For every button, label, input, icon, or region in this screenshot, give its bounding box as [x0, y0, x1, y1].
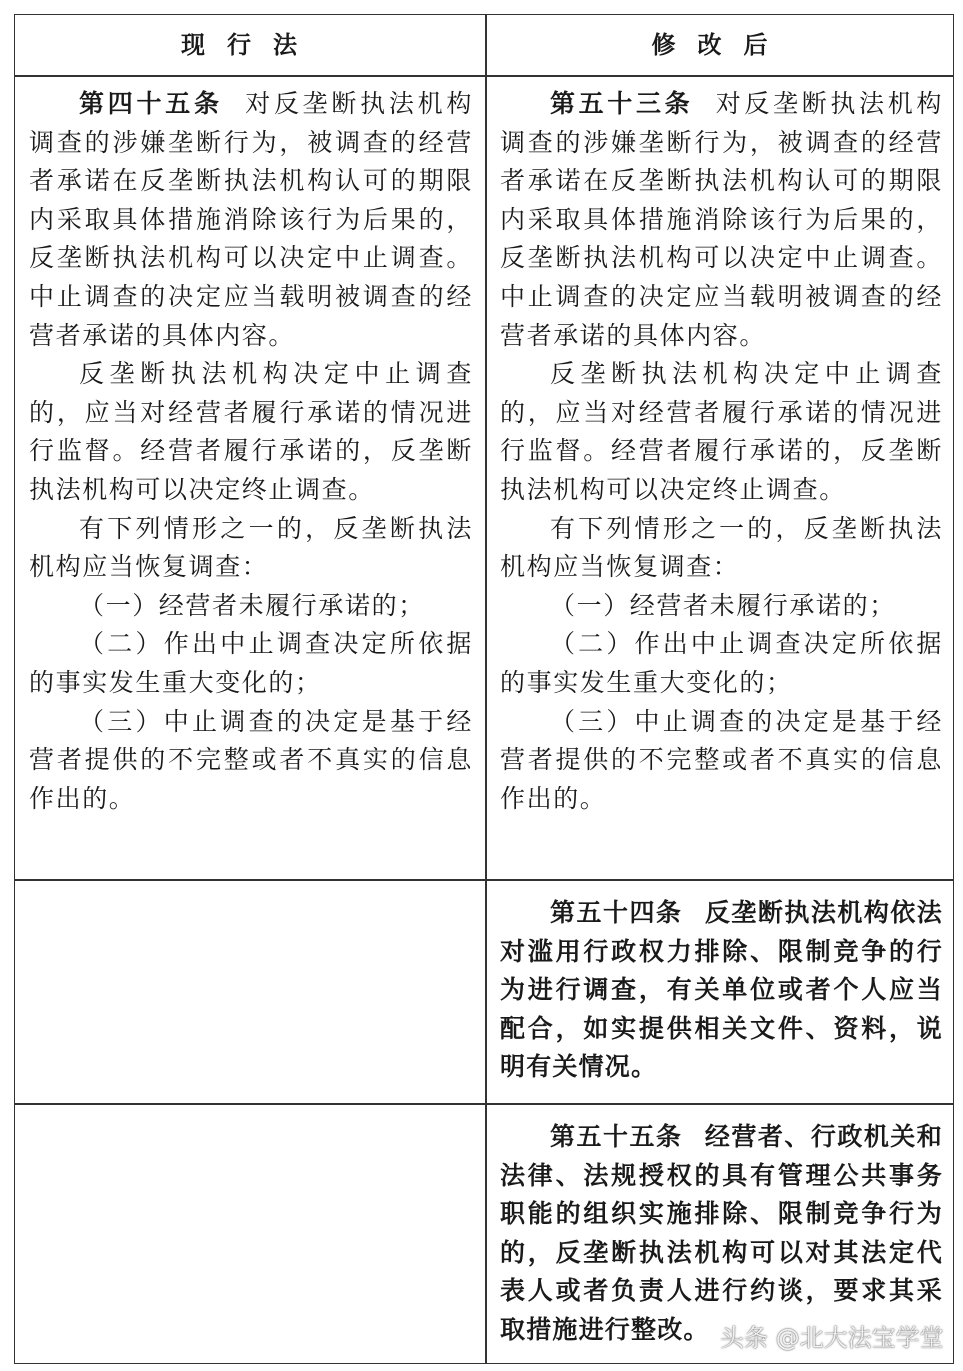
article-text: 有下列情形之一的，反垄断执法机构应当恢复调查：	[500, 513, 943, 582]
article-paragraph	[500, 85, 943, 355]
article-number: 第五十三条	[550, 89, 694, 118]
watermark: 头条 @北大法宝学堂	[720, 1324, 944, 1352]
header-divider	[15, 75, 953, 77]
article-paragraph	[29, 510, 473, 587]
article-number: 第五十四条	[550, 898, 683, 927]
article-text: 经营者、行政机关和法律、法规授权的具有管理公共事务职能的组织实施排除、限制竞争行为的，反垄断执法机构可以对其法定代表人或者负责人进行约谈，要求其采取措施进行整改。	[500, 1122, 943, 1344]
article-text: 反垄断执法机构决定中止调查的，应当对经营者履行承诺的情况进行监督。经营者履行承诺的，反垄断执法机构可以决定终止调查。	[29, 359, 473, 504]
article-text: （二）作出中止调查决定所依据的事实发生重大变化的；	[500, 629, 943, 697]
article-text: （三）中止调查的决定是基于经营者提供的不完整或者不真实的信息作出的。	[29, 706, 473, 813]
row3-amended-cell	[486, 1118, 955, 1350]
article-paragraph	[29, 703, 473, 819]
article-paragraph	[29, 85, 473, 355]
article-paragraph	[29, 625, 473, 702]
article-text: 对反垄断执法机构调查的涉嫌垄断行为，被调查的经营者承诺在反垄断执法机构认可的期限内采取具体措施消除该行为后果的，反垄断执法机构可以决定中止调查。中止调查的决定应当载明被调查的经营者承诺的具体内容。	[29, 89, 473, 350]
article-text: 反垄断执法机构依法对滥用行政权力排除、限制竞争的行为进行调查，有关单位或者个人应当配合，如实提供相关文件、资料，说明有关情况。	[500, 898, 943, 1082]
article-text: （三）中止调查的决定是基于经营者提供的不完整或者不真实的信息作出的。	[500, 706, 943, 813]
article-paragraph	[500, 894, 943, 1087]
article-paragraph	[500, 1118, 943, 1350]
article-number: 第五十五条	[550, 1122, 683, 1151]
header-current-law: 现行法	[181, 31, 319, 59]
article-paragraph	[500, 587, 943, 626]
header-amended: 修改后	[651, 31, 790, 59]
article-paragraph	[29, 355, 473, 509]
article-paragraph	[29, 587, 473, 626]
article-text: 反垄断执法机构决定中止调查的，应当对经营者履行承诺的情况进行监督。经营者履行承诺的，反垄断执法机构可以决定终止调查。	[500, 359, 943, 504]
article-text: 有下列情形之一的，反垄断执法机构应当恢复调查：	[29, 513, 473, 582]
row1-amended-cell	[486, 85, 955, 818]
article-paragraph	[500, 355, 943, 509]
article-text: （二）作出中止调查决定所依据的事实发生重大变化的；	[29, 629, 473, 697]
row-divider-1	[15, 879, 953, 881]
row-divider-2	[15, 1103, 953, 1105]
article-text: 对反垄断执法机构调查的涉嫌垄断行为，被调查的经营者承诺在反垄断执法机构认可的期限内采取具体措施消除该行为后果的，反垄断执法机构可以决定中止调查。中止调查的决定应当载明被调查的经营者承诺的具体内容。	[500, 89, 943, 350]
article-paragraph	[500, 625, 943, 702]
row2-amended-cell	[486, 894, 955, 1087]
comparison-table	[14, 14, 954, 1364]
article-paragraph	[500, 510, 943, 587]
article-text: （一）经营者未履行承诺的；	[550, 590, 896, 620]
article-paragraph	[500, 703, 943, 819]
row1-current-law-cell	[15, 85, 485, 818]
article-text: （一）经营者未履行承诺的；	[79, 590, 425, 620]
article-number: 第四十五条	[79, 89, 223, 118]
